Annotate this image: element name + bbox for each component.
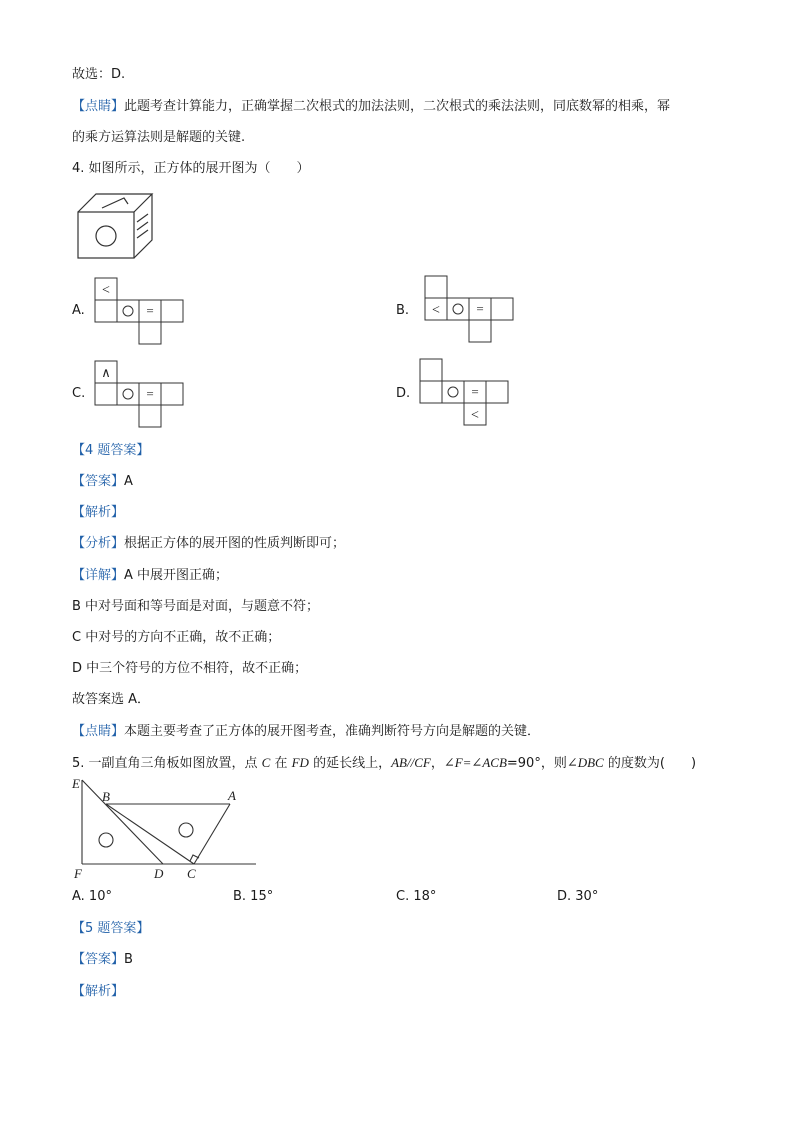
detail-c-line: C 中对号的方向不正确，故不正确； — [72, 630, 281, 645]
label-a: A — [228, 788, 236, 803]
analysis-4-header: 【解析】 — [72, 505, 125, 520]
comment-tag: 【点睛】 — [72, 724, 125, 739]
less-than-symbol: < — [471, 408, 479, 423]
detail-line — [72, 567, 228, 585]
analysis-line — [72, 535, 345, 553]
answer-value: A — [124, 474, 133, 489]
option-c-label: C. — [72, 386, 86, 401]
option-a-label: A. — [72, 303, 85, 318]
q5-angles: ∠F=∠ACB — [443, 755, 507, 770]
comment-text: 本题主要考查了正方体的展开图考查，准确判断符号方向是解题的关键． — [124, 724, 541, 739]
analysis-5-header: 【解析】 — [72, 984, 125, 999]
detail-b-line: B 中对号面和等号面是对面，与题意不符； — [72, 599, 320, 614]
detail-text: A 中展开图正确； — [124, 568, 229, 583]
q5-text-5: =90°，则 — [506, 756, 567, 771]
answer-choice-line: 故选：D. — [72, 67, 126, 82]
less-than-symbol: < — [432, 303, 440, 318]
q5-option-a: A. 10° — [72, 889, 112, 904]
question-4: 4. 如图所示，正方体的展开图为（ ） — [72, 161, 310, 176]
detail-d-line: D 中三个符号的方位不相符，故不正确； — [72, 661, 308, 676]
answer-4-line — [72, 473, 133, 491]
label-e: E — [72, 776, 80, 791]
equals-symbol: = — [146, 303, 154, 318]
answer-5-line — [72, 951, 133, 969]
comment-line-1 — [72, 98, 670, 116]
analysis-tag: 【分析】 — [72, 536, 125, 551]
triangle-figure — [66, 774, 262, 882]
q5-point-c: C — [261, 755, 271, 770]
equals-symbol: = — [476, 301, 484, 316]
label-b: B — [102, 789, 110, 804]
q5-segment-fd: FD — [291, 755, 309, 770]
q5-text-2: 在 — [270, 756, 292, 771]
q5-text-4: ， — [430, 756, 444, 771]
option-b-label: B. — [396, 303, 410, 318]
answer-5-header: 【5 题答案】 — [72, 921, 150, 936]
less-than-symbol: < — [102, 283, 110, 298]
answer-value: B — [124, 952, 133, 967]
q5-parallel: AB//CF — [391, 755, 431, 770]
option-d-net — [419, 358, 511, 428]
answer-tag: 【答案】 — [72, 474, 125, 489]
option-b-net — [424, 275, 516, 343]
comment-text: 此题考查计算能力，正确掌握二次根式的加法法则，二次根式的乘法法则，同底数幂的相乘，幂 — [124, 99, 671, 114]
equals-symbol: = — [146, 386, 154, 401]
analysis-text: 根据正方体的展开图的性质判断即可； — [124, 536, 346, 551]
q5-option-c: C. 18° — [396, 889, 437, 904]
option-c-net — [94, 360, 184, 428]
comment-line-2: 的乘方运算法则是解题的关键. — [72, 130, 246, 145]
comment-4-line — [72, 723, 540, 741]
q5-angle-dbc: ∠DBC — [566, 755, 604, 770]
detail-tag: 【详解】 — [72, 568, 125, 583]
q5-option-d: D. 30° — [557, 889, 599, 904]
label-d: D — [154, 866, 164, 881]
option-d-label: D. — [396, 386, 411, 401]
comment-tag: 【点睛】 — [72, 99, 125, 114]
label-c: C — [187, 866, 196, 881]
q5-text-1: 5. 一副直角三角板如图放置，点 — [72, 756, 262, 771]
option-a-net — [94, 277, 184, 345]
conclusion-line: 故答案选 A． — [72, 692, 151, 707]
q5-text-3: 的延长线上， — [308, 756, 392, 771]
caret-symbol: ∧ — [101, 365, 111, 380]
q5-text-6: 的度数为( ) — [603, 756, 697, 771]
label-f: F — [74, 866, 82, 881]
equals-symbol: = — [471, 384, 479, 399]
answer-tag: 【答案】 — [72, 952, 125, 967]
cube-figure — [76, 190, 158, 262]
answer-4-header: 【4 题答案】 — [72, 443, 150, 458]
question-5 — [72, 754, 696, 773]
q5-option-b: B. 15° — [233, 889, 274, 904]
